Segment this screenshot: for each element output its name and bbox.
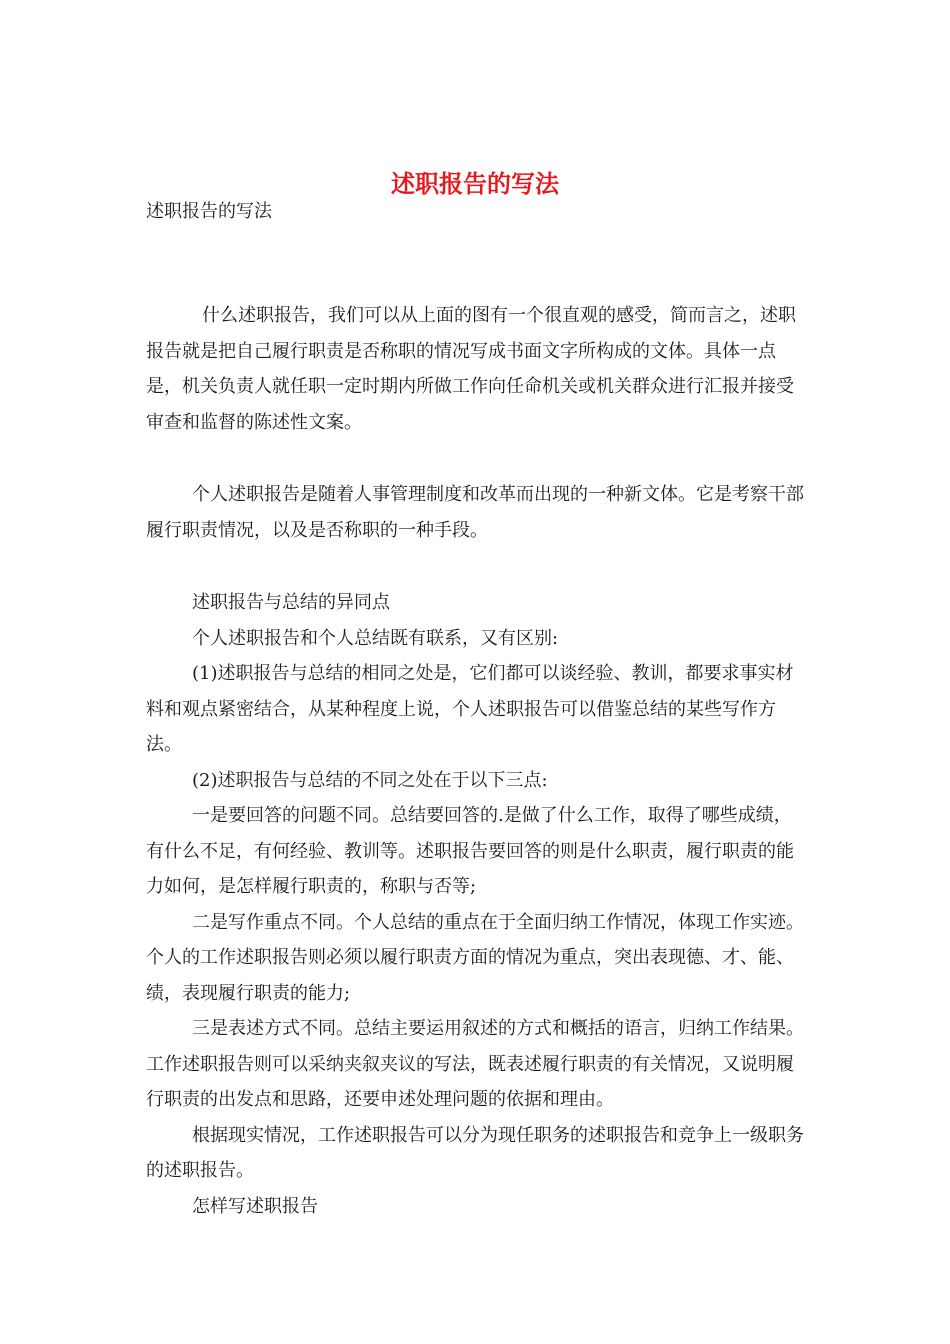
paragraph-intro: 什么述职报告，我们可以从上面的图有一个很直观的感受，简而言之，述职报告就是把自己履行职责是否称职的情况写成书面文字所构成的文体。具体一点是，机关负责人就任职一定时期内所做工作向任命机关或机关群众进行汇报并接受审查和监督的陈述性文案。 (146, 305, 796, 433)
paragraph-difference-one: 一是要回答的问题不同。总结要回答的.是做了什么工作，取得了哪些成绩，有什么不足，有何经验、教训等。述职报告要回答的则是什么职责，履行职责的能力如何，是怎样履行职责的，称职与否等; (146, 805, 794, 897)
document-subtitle: 述职报告的写法 (146, 201, 272, 222)
paragraph-differences-intro: (2)述职报告与总结的不同之处在于以下三点: (192, 769, 548, 791)
paragraph-difference-two: 二是写作重点不同。个人总结的重点在于全面归纳工作情况，体现工作实迹。个人的工作述职报告则必须以履行职责方面的情况为重点，突出表现德、才、能、绩，表现履行职责的能力; (146, 911, 804, 1004)
paragraph-new-style: 个人述职报告是随着人事管理制度和改革而出现的一种新文体。它是考察干部履行职责情况，以及是否称职的一种手段。 (146, 484, 804, 541)
paragraph-relation: 个人述职报告和个人总结既有联系，又有区别: (192, 627, 559, 649)
paragraph-categories: 根据现实情况，工作述职报告可以分为现任职务的述职报告和竞争上一级职务的述职报告。 (146, 1124, 804, 1181)
section-heading-how-to-write: 怎样写述职报告 (192, 1195, 318, 1217)
paragraph-difference-three: 三是表述方式不同。总结主要运用叙述的方式和概括的语言，归纳工作结果。工作述职报告则可以采纳夹叙夹议的写法，既表述履行职责的有关情况，又说明履行职责的出发点和思路，还要申述处理问题的依据和理由。 (146, 1018, 804, 1110)
document-title: 述职报告的写法 (391, 169, 559, 199)
document-body (146, 298, 806, 1224)
section-heading-similarities: 述职报告与总结的异同点 (192, 592, 390, 613)
paragraph-similarities: (1)述职报告与总结的相同之处是，它们都可以谈经验、教训，都要求事实材料和观点紧密结合，从某种程度上说，个人述职报告可以借鉴总结的某些写作方法。 (146, 663, 794, 755)
